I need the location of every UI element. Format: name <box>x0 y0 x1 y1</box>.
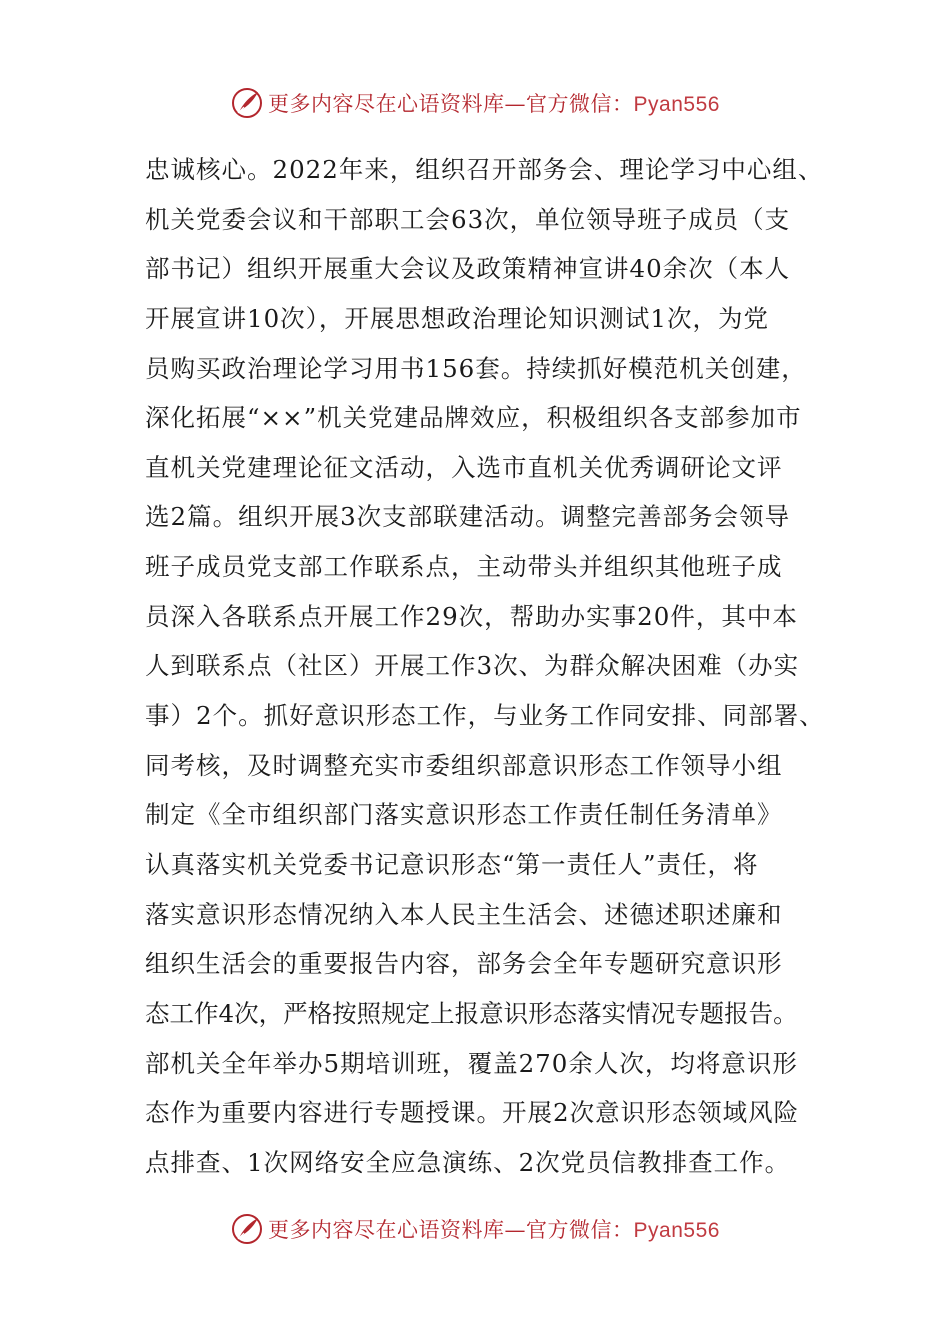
body-line: 选2篇。组织开展3次支部联建活动。调整完善部务会领导 <box>145 502 791 532</box>
body-line: 事）2个。抓好意识形态工作，与业务工作同安排、同部署、 <box>145 701 825 731</box>
footer-wechat-id: Pyan556 <box>633 1219 720 1242</box>
body-line: 班子成员党支部工作联系点，主动带头并组织其他班子成 <box>145 552 783 582</box>
feather-pen-logo-icon <box>230 86 264 120</box>
body-line: 态作为重要内容进行专题授课。开展2次意识形态领域风险 <box>145 1098 800 1128</box>
body-line: 制定《全市组织部门落实意识形态工作责任制任务清单》 <box>145 800 783 830</box>
body-line: 认真落实机关党委书记意识形态“第一责任人”责任，将 <box>145 849 759 879</box>
body-line: 部书记）组织开展重大会议及政策精神宣讲40余次（本人 <box>145 254 791 284</box>
body-line: 人到联系点（社区）开展工作3次、为群众解决困难（办实 <box>145 651 800 681</box>
document-body <box>145 145 830 1187</box>
body-line: 开展宣讲10次），开展思想政治理论知识测试1次，为党 <box>145 303 770 333</box>
header-banner-text: 更多内容尽在心语资料库—官方微信：Pyan556 <box>268 92 720 116</box>
body-line: 忠诚核心。2022年来，组织召开部务会、理论学习中心组、 <box>145 155 824 184</box>
body-line: 直机关党建理论征文活动，入选市直机关优秀调研论文评 <box>145 452 783 482</box>
body-line: 深化拓展“××”机关党建品牌效应，积极组织各支部参加市 <box>145 403 802 433</box>
footer-banner <box>0 1209 950 1249</box>
body-line: 员购买政治理论学习用书156套。持续抓好模范机关创建， <box>145 353 807 383</box>
body-line: 点排查、1次网络安全应急演练、2次党员信教排查工作。 <box>145 1147 791 1177</box>
body-line: 同考核，及时调整充实市委组织部意识形态工作领导小组 <box>145 750 783 780</box>
feather-pen-logo-icon <box>230 1212 264 1246</box>
body-line: 组织生活会的重要报告内容，部务会全年专题研究意识形 <box>145 949 783 979</box>
footer-banner-text: 更多内容尽在心语资料库—官方微信：Pyan556 <box>268 1218 720 1242</box>
body-line: 机关党委会议和干部职工会63次，单位领导班子成员（支 <box>145 204 791 234</box>
header-banner <box>0 83 950 123</box>
body-line: 态工作4次，严格按照规定上报意识形态落实情况专题报告。 <box>145 998 798 1028</box>
body-line: 落实意识形态情况纳入本人民主生活会、述德述职述廉和 <box>145 899 783 929</box>
body-line: 员深入各联系点开展工作29次，帮助办实事20件，其中本 <box>145 601 798 631</box>
body-line: 部机关全年举办5期培训班，覆盖270余人次，均将意识形 <box>145 1048 798 1078</box>
header-wechat-id: Pyan556 <box>633 93 720 116</box>
